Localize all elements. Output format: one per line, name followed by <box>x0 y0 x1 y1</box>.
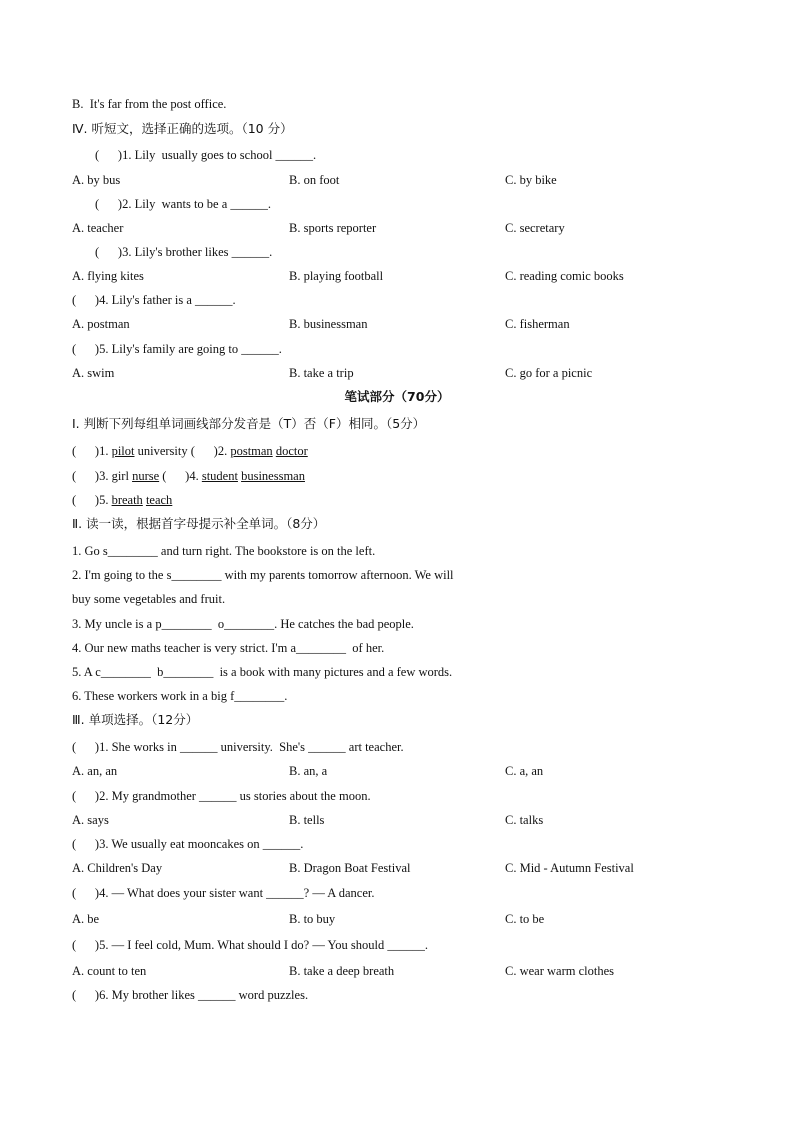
listening-q5-stem: ( )5. Lily's family are going to ______. <box>72 342 282 356</box>
fill-line-2: 2. I'm going to the s________ with my parents tomorrow afternoon. We will <box>72 568 454 582</box>
listening-section-header: Ⅳ. 听短文，选择正确的选项。（10 分） <box>72 121 293 136</box>
phonics-row-1 <box>72 443 308 459</box>
listening-q5-option-a: A. swim <box>72 366 115 380</box>
listening-q1-option-b: B. on foot <box>289 173 340 187</box>
listening-q4-option-c: C. fisherman <box>505 317 570 331</box>
listening-q2-option-a: A. teacher <box>72 221 124 235</box>
listening-q4-option-b: B. businessman <box>289 317 368 331</box>
phonics-row-2 <box>72 468 305 484</box>
phonics-word-breath: breath <box>111 493 143 507</box>
choice-q2-option-a: A. says <box>72 813 109 827</box>
fill-line-6: 6. These workers work in a big f________. <box>72 689 288 703</box>
choice-q2-option-c: C. talks <box>505 813 544 827</box>
choice-q1-option-a: A. an, an <box>72 764 118 778</box>
listening-q1-stem: ( )1. Lily usually goes to school ______. <box>95 148 317 162</box>
phonics-word-nurse: nurse <box>132 469 160 483</box>
choice-q1-option-b: B. an, a <box>289 764 328 778</box>
choice-q1-option-c: C. a, an <box>505 764 544 778</box>
choice-q6-stem: ( )6. My brother likes ______ word puzzles. <box>72 988 309 1002</box>
phonics-q3-prefix: ( )3. girl <box>72 469 133 483</box>
fill-line-3: 3. My uncle is a p________ o________. He catches the bad people. <box>72 617 414 631</box>
choice-q4-option-a: A. be <box>72 912 100 926</box>
listening-q2-option-b: B. sports reporter <box>289 221 377 235</box>
phonics-q1-q2-text: university ( )2. <box>134 444 231 458</box>
choice-q3-option-a: A. Children's Day <box>72 861 163 875</box>
listening-q3-option-b: B. playing football <box>289 269 384 283</box>
listening-q1-option-c: C. by bike <box>505 173 557 187</box>
phonics-word-student: student <box>201 469 238 483</box>
fill-section-header: Ⅱ. 读一读，根据首字母提示补全单词。（8分） <box>72 516 326 531</box>
phonics-row-3 <box>72 492 172 508</box>
choice-q3-stem: ( )3. We usually eat mooncakes on ______. <box>72 837 304 851</box>
listening-q5-option-c: C. go for a picnic <box>505 366 593 380</box>
choice-q4-stem: ( )4. — What does your sister want ______? — A dancer. <box>72 886 375 900</box>
phonics-word-teach: teach <box>145 493 173 507</box>
choice-q2-option-b: B. tells <box>289 813 325 827</box>
choice-q2-stem: ( )2. My grandmother ______ us stories about the moon. <box>72 789 371 803</box>
choice-q5-option-c: C. wear warm clothes <box>505 964 614 978</box>
fill-line-5: 5. A c________ b________ is a book with many pictures and a few words. <box>72 665 453 679</box>
phonics-word-doctor: doctor <box>275 444 308 458</box>
listening-q4-stem: ( )4. Lily's father is a ______. <box>72 293 236 307</box>
fill-line-1: 1. Go s________ and turn right. The bookstore is on the left. <box>72 544 376 558</box>
choice-q5-option-b: B. take a deep breath <box>289 964 395 978</box>
choice-q3-option-b: B. Dragon Boat Festival <box>289 861 411 875</box>
choice-q4-option-c: C. to be <box>505 912 545 926</box>
fill-line-4: 4. Our new maths teacher is very strict. I'm a________ of her. <box>72 641 385 655</box>
choice-q5-stem: ( )5. — I feel cold, Mum. What should I do? — You should ______. <box>72 938 428 952</box>
phonics-section-header: Ⅰ. 判断下列每组单词画线部分发音是（T）否（F）相同。（5分） <box>72 416 426 431</box>
listening-q1-option-a: A. by bus <box>72 173 121 187</box>
choice-q4-option-b: B. to buy <box>289 912 336 926</box>
listening-q2-stem: ( )2. Lily wants to be a ______. <box>95 197 272 211</box>
written-part-title: 笔试部分（70分） <box>344 389 450 404</box>
listening-q3-stem: ( )3. Lily's brother likes ______. <box>95 245 273 259</box>
choice-q3-option-c: C. Mid - Autumn Festival <box>505 861 634 875</box>
phonics-q5-prefix: ( )5. <box>72 493 112 507</box>
phonics-word-businessman: businessman <box>241 469 305 483</box>
listening-q4-option-a: A. postman <box>72 317 130 331</box>
phonics-q1-prefix: ( )1. <box>72 444 112 458</box>
phonics-word-postman: postman <box>230 444 273 458</box>
previous-answer-option: B. It's far from the post office. <box>72 97 227 111</box>
phonics-word-pilot: pilot <box>111 444 135 458</box>
listening-q3-option-c: C. reading comic books <box>505 269 624 283</box>
phonics-q4-prefix: ( )4. <box>159 469 202 483</box>
choice-q1-stem: ( )1. She works in ______ university. She's ______ art teacher. <box>72 740 404 754</box>
fill-line-2-continued: buy some vegetables and fruit. <box>72 592 226 606</box>
listening-q3-option-a: A. flying kites <box>72 269 144 283</box>
listening-q2-option-c: C. secretary <box>505 221 565 235</box>
choice-q5-option-a: A. count to ten <box>72 964 147 978</box>
listening-q5-option-b: B. take a trip <box>289 366 354 380</box>
choice-section-header: Ⅲ. 单项选择。（12分） <box>72 712 199 727</box>
